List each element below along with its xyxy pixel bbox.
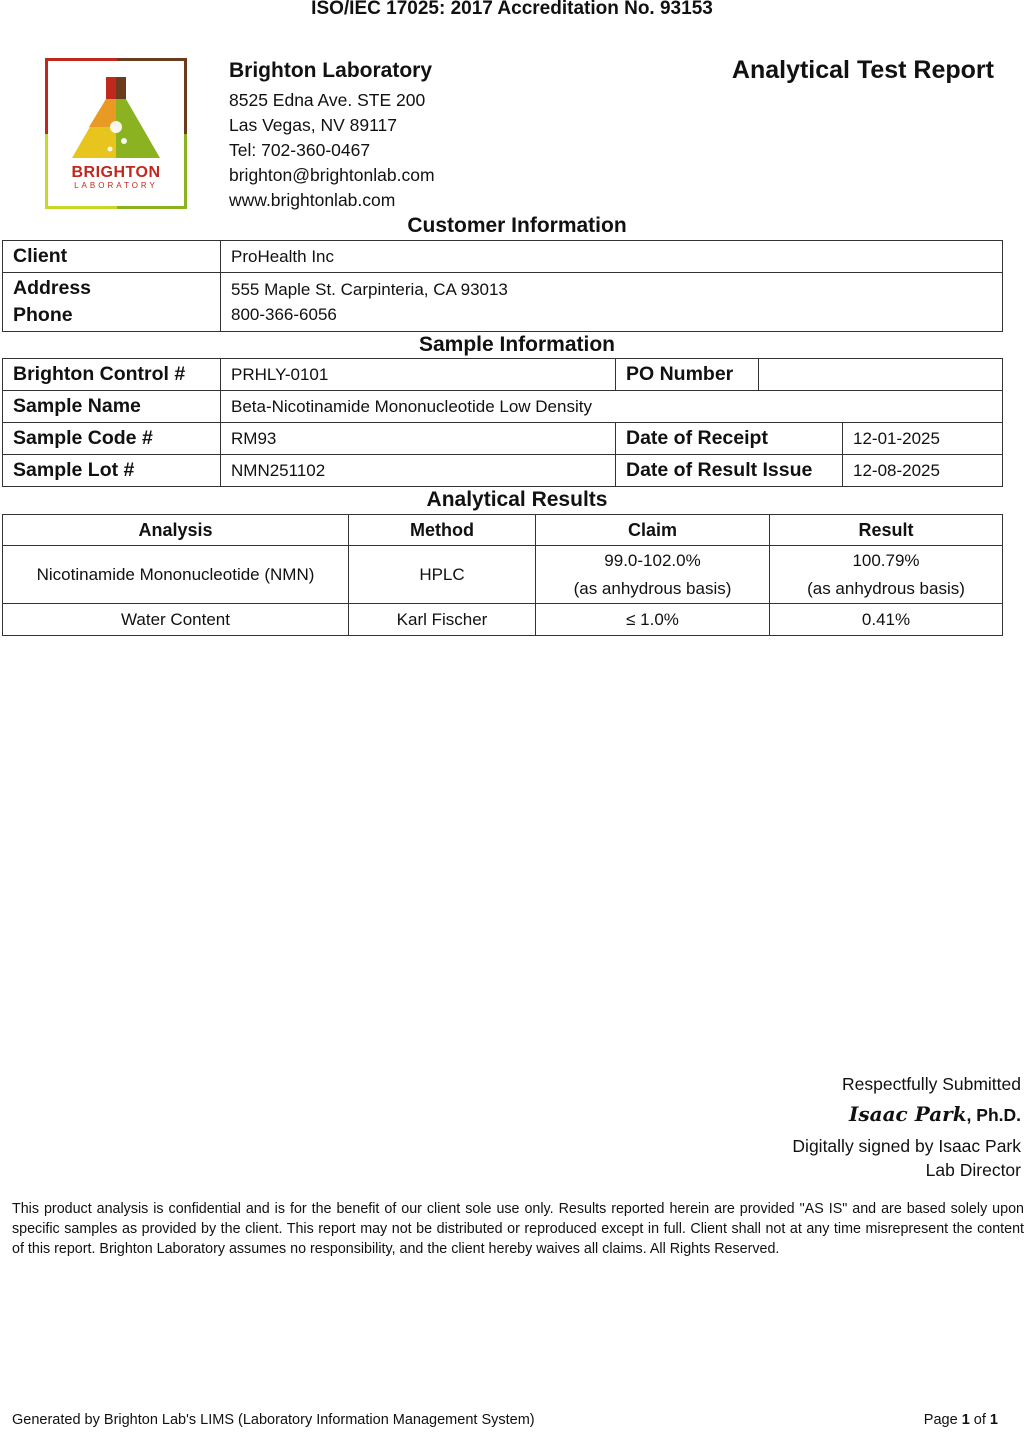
accreditation-header: ISO/IEC 17025: 2017 Accreditation No. 93153: [311, 0, 713, 19]
control-value: PRHLY-0101: [221, 359, 616, 391]
claim-header: Claim: [536, 515, 770, 546]
address-value: 555 Maple St. Carpinteria, CA 93013: [231, 280, 508, 299]
sample-name-value: Beta-Nicotinamide Mononucleotide Low Density: [221, 391, 1003, 423]
sample-code-value: RM93: [221, 423, 616, 455]
claim-cell: ≤ 1.0%: [536, 604, 770, 636]
analysis-header: Analysis: [3, 515, 349, 546]
analysis-cell: Water Content: [3, 604, 349, 636]
footer-generated: Generated by Brighton Lab's LIMS (Laboratory Information Management System): [12, 1412, 535, 1428]
page-total: 1: [989, 1412, 998, 1428]
result-cell: 0.41%: [770, 604, 1003, 636]
lab-info: [229, 58, 435, 213]
control-label: Brighton Control #: [3, 359, 221, 391]
method-cell: Karl Fischer: [349, 604, 536, 636]
lab-email: brighton@brightonlab.com: [229, 165, 435, 185]
claim-note: (as anhydrous basis): [573, 578, 732, 598]
claim-value: 99.0-102.0%: [604, 550, 701, 570]
signature-name: Isaac Park: [849, 1102, 967, 1126]
result-value: 100.79%: [852, 550, 920, 570]
address-label: Address: [13, 277, 92, 299]
signer-title: Lab Director: [925, 1160, 1021, 1180]
results-section-title: Analytical Results: [426, 488, 608, 511]
lab-address-line2: Las Vegas, NV 89117: [229, 115, 397, 135]
client-value: ProHealth Inc: [221, 241, 1003, 273]
sample-table: [2, 358, 1003, 487]
address-phone-labels: [3, 273, 221, 332]
lab-address-line1: 8525 Edna Ave. STE 200: [229, 90, 426, 110]
sample-code-label: Sample Code #: [3, 423, 221, 455]
page-current: 1: [961, 1412, 970, 1428]
result-cell: [770, 546, 1003, 604]
sample-lot-value: NMN251102: [221, 455, 616, 487]
po-label: PO Number: [616, 359, 759, 391]
analysis-cell: Nicotinamide Mononucleotide (NMN): [3, 546, 349, 604]
report-title: Analytical Test Report: [731, 56, 994, 84]
receipt-date-label: Date of Receipt: [616, 423, 843, 455]
customer-section-title: Customer Information: [407, 214, 627, 237]
method-header: Method: [349, 515, 536, 546]
results-table: [2, 514, 1003, 636]
logo-text: BRIGHTON: [71, 164, 161, 181]
digital-signature-note: Digitally signed by Isaac Park: [792, 1136, 1021, 1156]
page-prefix: Page: [923, 1412, 962, 1428]
sample-section-title: Sample Information: [418, 333, 616, 356]
brighton-logo: [44, 57, 188, 210]
table-row: [3, 546, 1003, 604]
customer-table: [2, 240, 1003, 332]
table-row: [3, 604, 1003, 636]
issue-date-value: 12-08-2025: [843, 455, 1003, 487]
signature-credential: , Ph.D.: [966, 1105, 1021, 1125]
phone-label: Phone: [13, 304, 73, 326]
claim-cell: [536, 546, 770, 604]
lab-phone: Tel: 702-360-0467: [229, 140, 371, 160]
receipt-date-value: 12-01-2025: [843, 423, 1003, 455]
disclaimer: This product analysis is confidential and is for the benefit of our client sole use only. Results reported herein are provided "AS IS" and are based solely upon specific samples as provided by the client. This report may not be distributed or reproduced except in full. Client shall not at any time misrepresent the content of this report. Brighton Laboratory assumes no responsibility, and the client hereby waives all claims. All Rights Reserved.: [12, 1201, 1024, 1257]
respectfully-submitted: Respectfully Submitted: [842, 1074, 1021, 1094]
logo-subtext: LABORATORY: [74, 181, 158, 190]
sample-lot-label: Sample Lot #: [3, 455, 221, 487]
sample-name-label: Sample Name: [3, 391, 221, 423]
po-value: [759, 359, 1003, 391]
signature-line: [849, 1102, 1021, 1126]
phone-value: 800-366-6056: [231, 305, 337, 324]
lab-name: Brighton Laboratory: [229, 59, 432, 82]
lab-website: www.brightonlab.com: [229, 190, 396, 210]
method-cell: HPLC: [349, 546, 536, 604]
page-of: of: [969, 1412, 990, 1428]
client-label: Client: [3, 241, 221, 273]
issue-date-label: Date of Result Issue: [616, 455, 843, 487]
result-header: Result: [770, 515, 1003, 546]
page-number: [924, 1412, 998, 1428]
address-phone-values: [221, 273, 1003, 332]
result-note: (as anhydrous basis): [807, 578, 965, 598]
